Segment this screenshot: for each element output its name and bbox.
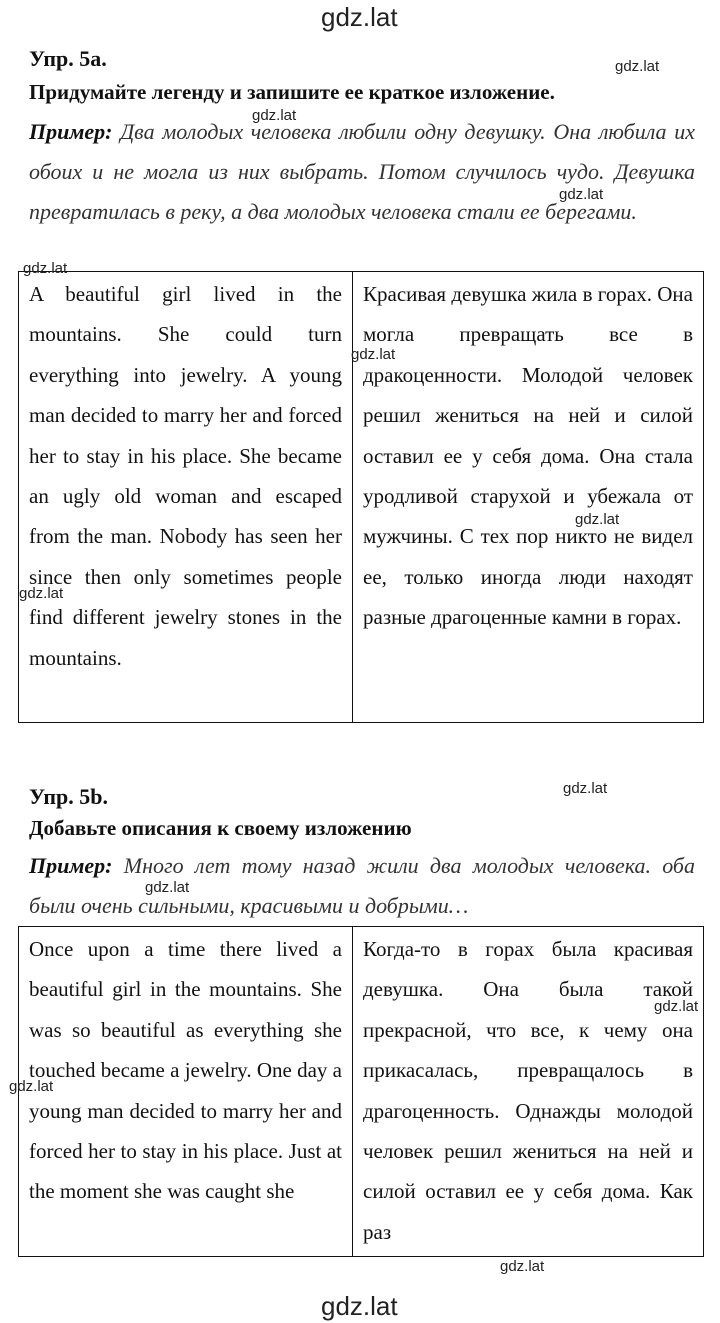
exercise-b-task: Добавьте описания к своему изложению bbox=[29, 816, 412, 840]
exercise-b-example bbox=[29, 846, 695, 926]
english-text: Once upon a time there lived a beautiful girl in the mountains. She was so beautiful as everything she touched became a jewelry. One day a young man decided to marry her and forced her to stay in his place. Just at the moment she was caught she bbox=[29, 937, 342, 1204]
english-column bbox=[19, 272, 353, 722]
watermark-small: gdz.lat bbox=[23, 260, 68, 277]
exercise-b-title: Упр. 5b. bbox=[29, 784, 108, 809]
watermark-small: gdz.lat bbox=[145, 879, 190, 896]
russian-column bbox=[353, 927, 703, 1256]
exercise-a-task: Придумайте легенду и запишите ее краткое изложение. bbox=[29, 80, 555, 104]
watermark-small: gdz.lat bbox=[252, 107, 297, 124]
english-column bbox=[19, 927, 353, 1256]
russian-column bbox=[353, 272, 703, 722]
english-text: A beautiful girl lived in the mountains. She could turn everything into jewelry. A young man decided to marry her and forced her to stay in his place. She became an ugly old woman and escaped from the man. Nobody has seen her since then only sometimes people find different jewelry stones in the mountains. bbox=[29, 282, 342, 670]
example-label: Пример: bbox=[29, 119, 113, 144]
exercise-b-table bbox=[18, 926, 704, 1257]
watermark-small: gdz.lat bbox=[575, 511, 620, 528]
watermark-small: gdz.lat bbox=[351, 346, 396, 363]
watermark-small: gdz.lat bbox=[19, 585, 64, 602]
russian-text: Когда-то в горах была красивая девушка. Она была такой прекрасной, что все, к чему она прикасалась, превращалось в драгоценность. Однажды молодой человек решил жениться на ней и силой оставил ее у себя дома. Как раз bbox=[363, 937, 693, 1244]
watermark-small: gdz.lat bbox=[563, 780, 608, 797]
exercise-a-example bbox=[29, 112, 695, 232]
watermark-bottom: gdz.lat bbox=[321, 1291, 398, 1321]
watermark-small: gdz.lat bbox=[615, 58, 660, 75]
watermark-top: gdz.lat bbox=[321, 2, 398, 32]
exercise-a-table bbox=[18, 271, 704, 723]
watermark-small: gdz.lat bbox=[500, 1258, 545, 1275]
watermark-small: gdz.lat bbox=[559, 186, 604, 203]
example-text: Много лет тому назад жили два молодых человека. оба были очень сильными, красивыми и добрыми… bbox=[29, 853, 695, 918]
example-label: Пример: bbox=[29, 853, 113, 878]
watermark-small: gdz.lat bbox=[654, 998, 699, 1015]
russian-text: Красивая девушка жила в горах. Она могла превращать все в дракоценности. Молодой человек решил жениться на ней и силой оставил ее у себя дома. Она стала уродливой старухой и убежала от мужчины. С тех пор никто не видел ее, только иногда люди находят разные драгоценные камни в горах. bbox=[363, 282, 693, 630]
watermark-small: gdz.lat bbox=[9, 1078, 54, 1095]
exercise-a-title: Упр. 5а. bbox=[29, 46, 107, 71]
example-text: Два молодых человека любили одну девушку. Она любила их обоих и не могла из них выбрать. Потом случилось чудо. Девушка превратилась в реку, а два молодых человека стали ее берегами. bbox=[29, 119, 695, 224]
